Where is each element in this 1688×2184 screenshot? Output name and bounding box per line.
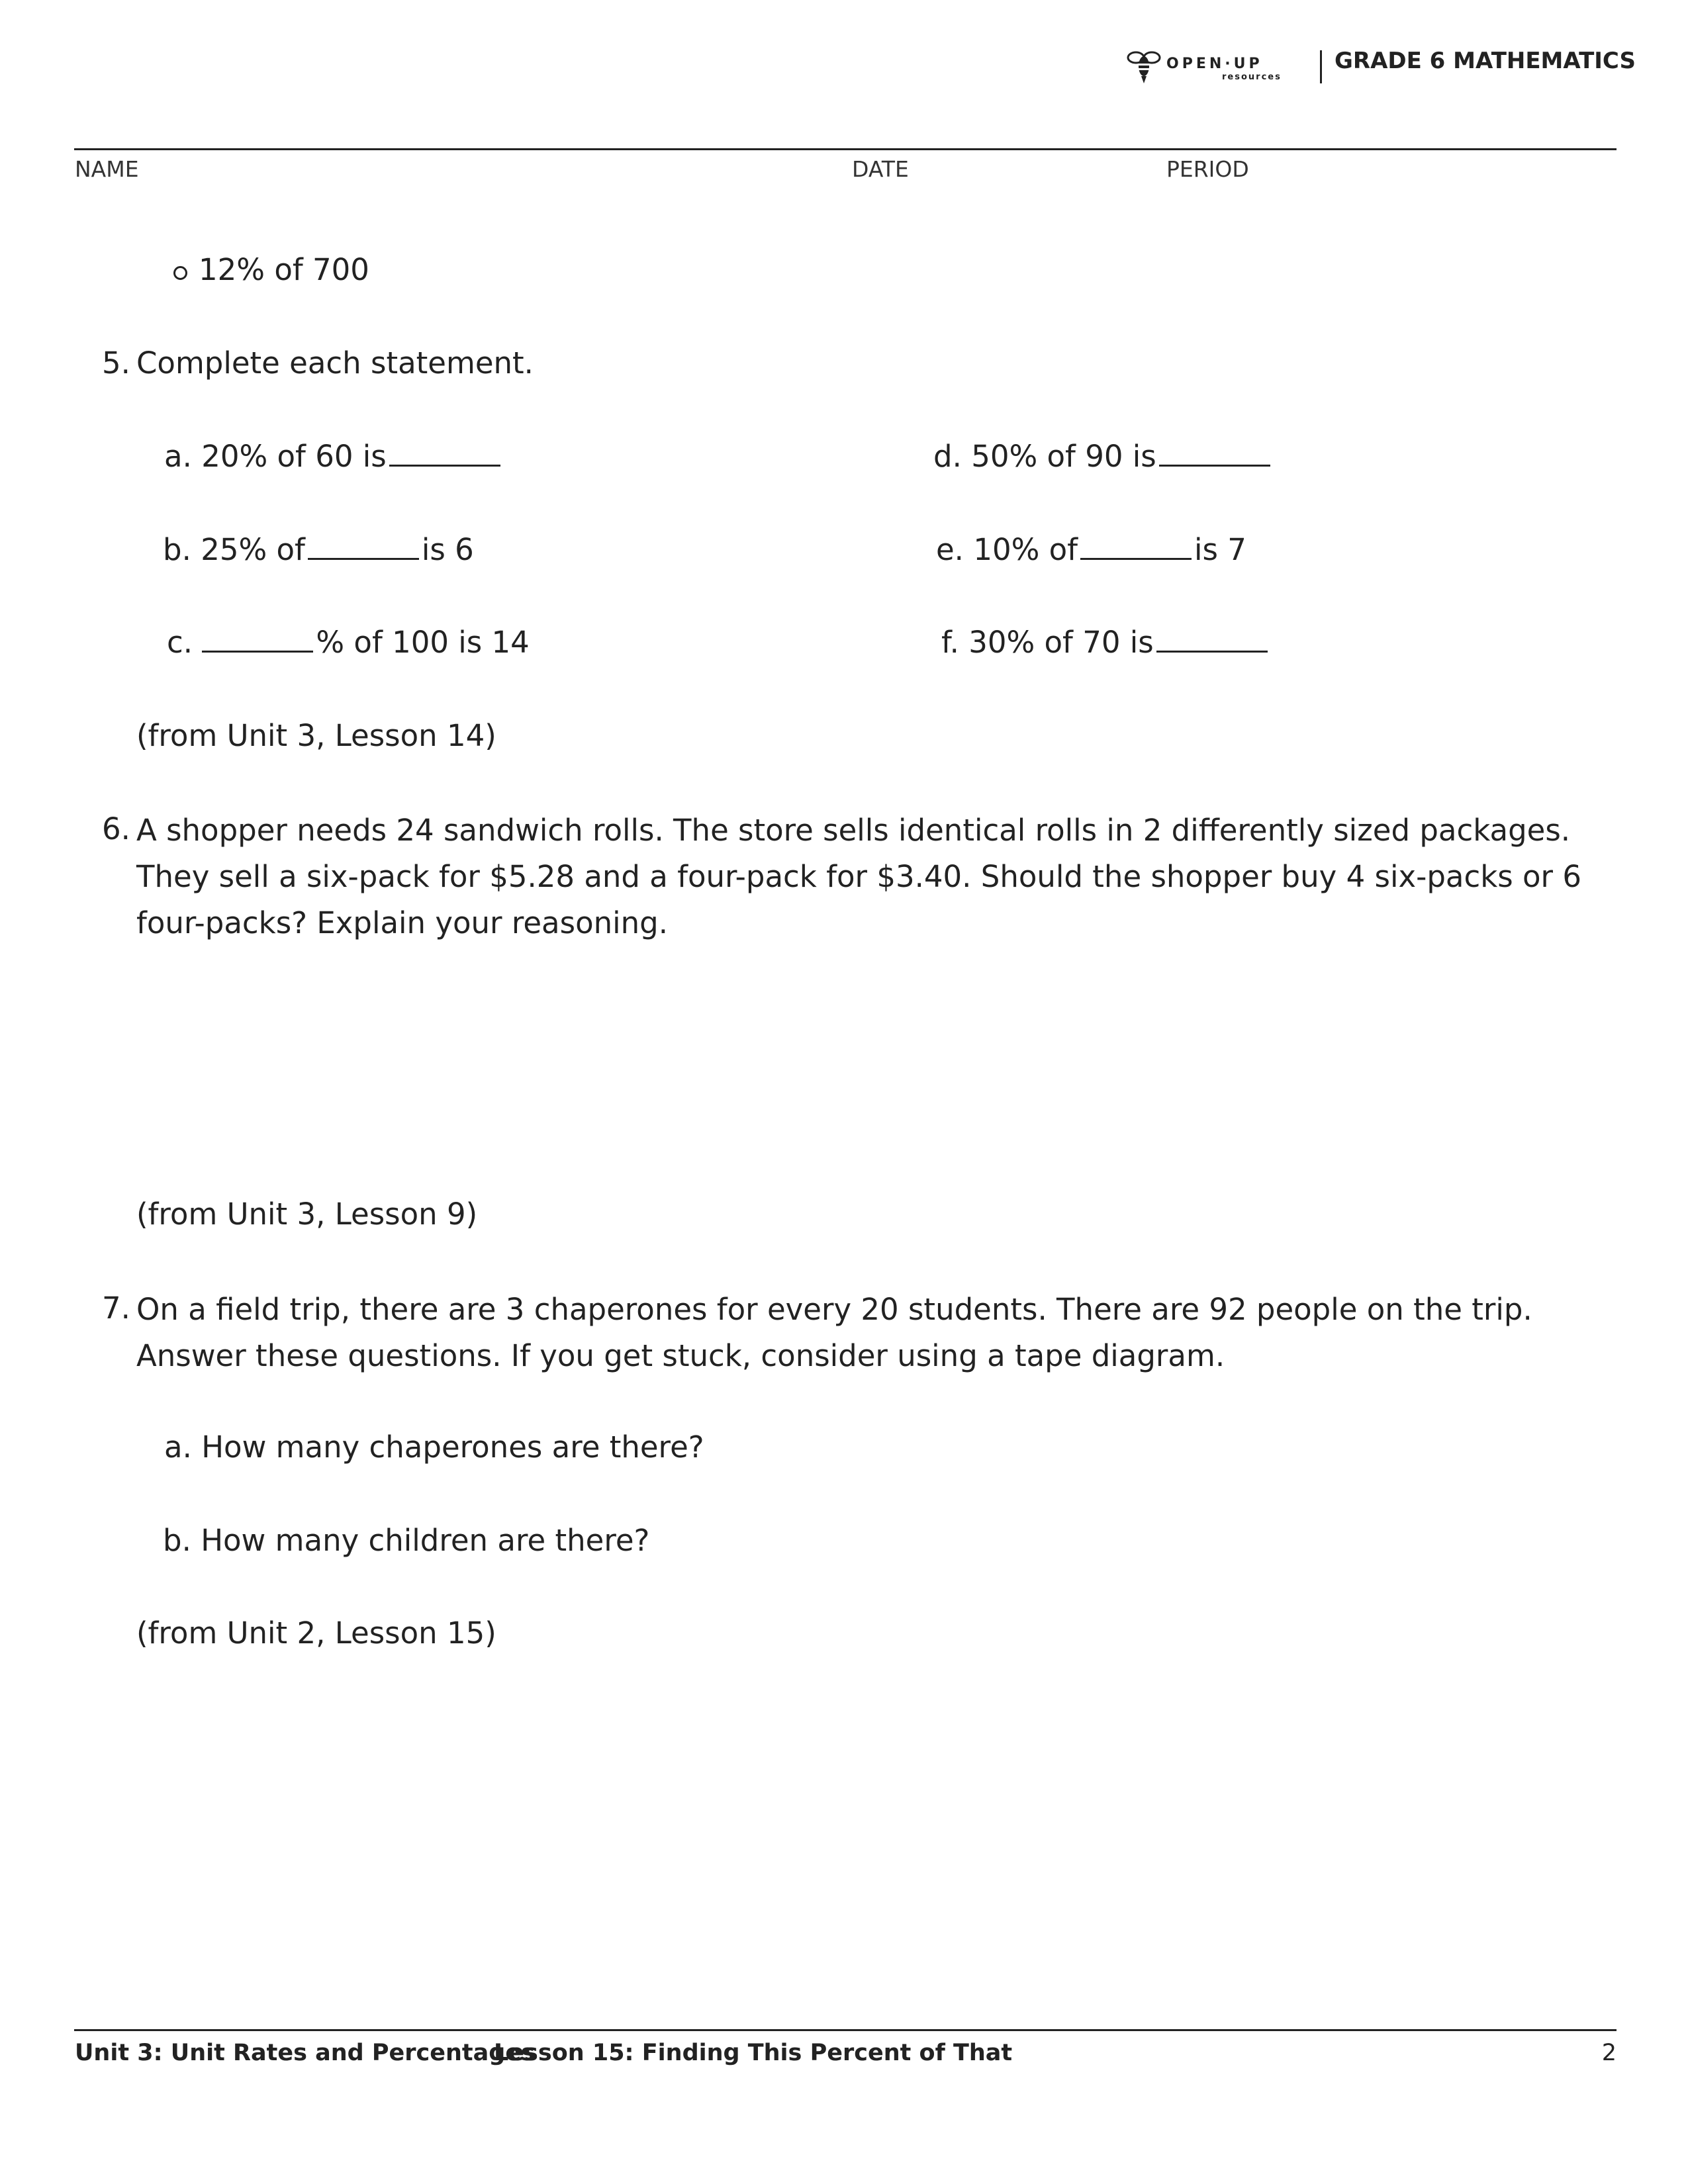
answer-blank[interactable]: [202, 631, 313, 653]
item-label: b.: [163, 1523, 191, 1558]
logo-subtext: resources: [1222, 72, 1282, 82]
item-text: How many children are there?: [201, 1523, 650, 1558]
header-divider: [1320, 50, 1322, 83]
problem-6-text: A shopper needs 24 sandwich rolls. The store sells identical rolls in 2 differently sized packages. They sell a six-pack for $5.28 and a four-pack for $3.40. Should the shopper buy 4 six-packs or 6 four-packs? Explain your reasoning.: [136, 813, 1581, 940]
carryover-item: 12% of 700: [199, 252, 369, 287]
problem-5-prompt: Complete each statement.: [136, 345, 534, 381]
bee-icon: [1125, 46, 1162, 86]
answer-blank[interactable]: [1156, 631, 1268, 653]
item-text: How many chaperones are there?: [201, 1430, 704, 1465]
problem-5b: [163, 532, 474, 567]
period-label: PERIOD: [1166, 156, 1249, 182]
problem-5d: [933, 439, 1273, 474]
item-text: 10% of: [973, 532, 1078, 567]
page-number: 2: [1601, 2040, 1617, 2066]
problem-7-source: (from Unit 2, Lesson 15): [136, 1615, 496, 1651]
item-text-after: is 7: [1194, 532, 1246, 567]
footer-rule: [74, 2029, 1617, 2031]
name-date-rule: [74, 148, 1617, 150]
item-text: 25% of: [201, 532, 305, 567]
footer-unit: Unit 3: Unit Rates and Percentages: [75, 2040, 535, 2066]
item-label: c.: [167, 625, 193, 660]
grade-title: GRADE 6 MATHEMATICS: [1335, 48, 1636, 74]
item-text: 30% of 70 is: [968, 625, 1154, 660]
problem-5e: [936, 532, 1246, 567]
problem-6-number: 6.: [102, 811, 130, 846]
item-label: a.: [164, 1430, 192, 1465]
bullet-circle: [173, 266, 187, 280]
answer-blank[interactable]: [389, 445, 500, 467]
problem-7b: [163, 1523, 649, 1558]
item-text: 50% of 90 is: [971, 439, 1156, 474]
item-text: 20% of 60 is: [201, 439, 387, 474]
problem-5c: [167, 625, 530, 660]
problem-6-source: (from Unit 3, Lesson 9): [136, 1197, 478, 1232]
item-label: b.: [163, 532, 191, 567]
answer-blank[interactable]: [1080, 538, 1192, 560]
problem-5-source: (from Unit 3, Lesson 14): [136, 718, 496, 753]
name-label: NAME: [75, 156, 139, 182]
open-up-resources-logo: [1125, 46, 1292, 86]
problem-5-number: 5.: [102, 345, 130, 381]
item-text-after: is 6: [421, 532, 474, 567]
item-label: e.: [936, 532, 964, 567]
problem-7-number: 7.: [102, 1291, 130, 1326]
item-label: a.: [164, 439, 192, 474]
answer-blank[interactable]: [308, 538, 419, 560]
problem-7-text: On a field trip, there are 3 chaperones for every 20 students. There are 92 people on the trip. Answer these questions. If you get stuck, consider using a tape diagram.: [136, 1292, 1532, 1373]
problem-5f: [941, 625, 1270, 660]
answer-blank[interactable]: [1159, 445, 1270, 467]
item-text-after: % of 100 is 14: [316, 625, 530, 660]
logo-wordmark: OPEN·UP: [1166, 56, 1263, 72]
problem-7a: [164, 1430, 704, 1465]
problem-5a: [164, 439, 503, 474]
item-label: f.: [941, 625, 959, 660]
date-label: DATE: [852, 156, 909, 182]
item-label: d.: [933, 439, 962, 474]
footer-lesson: Lesson 15: Finding This Percent of That: [494, 2040, 1013, 2066]
